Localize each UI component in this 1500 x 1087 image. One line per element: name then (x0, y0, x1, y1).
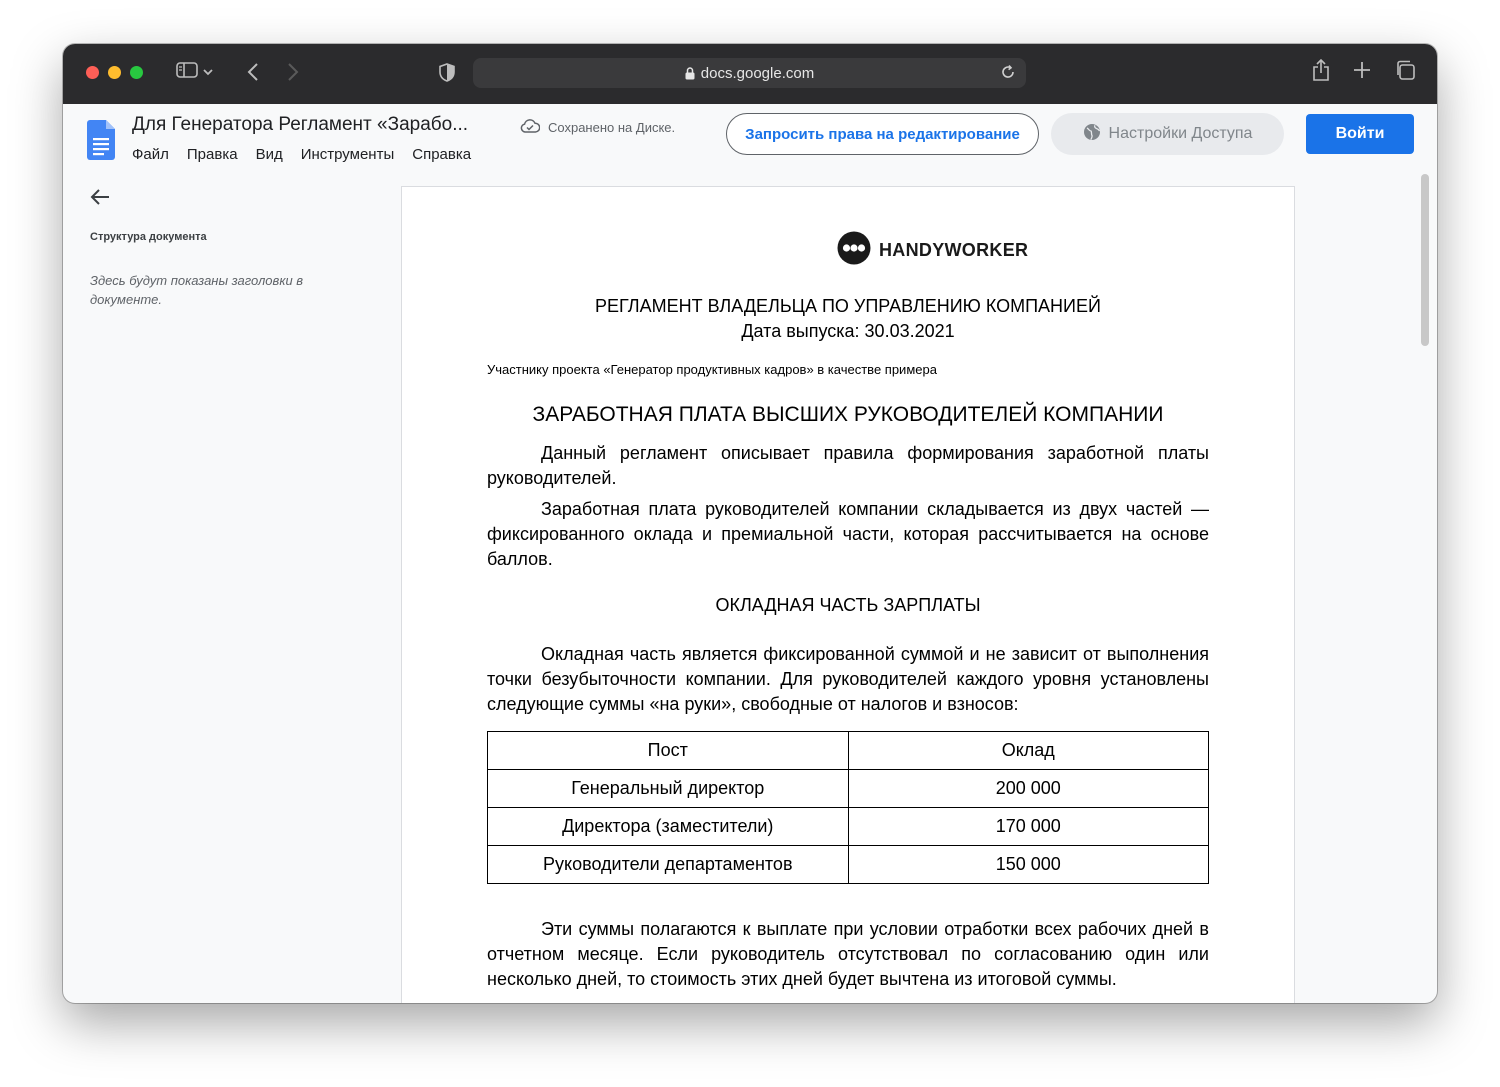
menu-file[interactable]: Файл (132, 146, 169, 163)
access-settings-label: Настройки Доступа (1108, 125, 1253, 142)
lock-icon (685, 67, 695, 80)
table-cell: 200 000 (848, 770, 1209, 808)
arrow-left-icon (90, 193, 110, 210)
outline-empty-message: Здесь будут показаны заголовки в документе. (90, 273, 304, 307)
minimize-window-button[interactable] (108, 66, 121, 79)
access-settings-button[interactable] (1051, 113, 1284, 155)
table-cell: Руководители департаментов (488, 846, 849, 884)
cloud-done-icon (520, 119, 540, 136)
document-page[interactable] (401, 186, 1295, 1003)
table-cell: 170 000 (848, 808, 1209, 846)
plus-icon (1353, 61, 1371, 84)
browser-toolbar (63, 44, 1437, 104)
close-outline-button[interactable] (90, 188, 110, 211)
outline-title: Структура документа (90, 231, 207, 243)
table-header-row (488, 732, 1209, 770)
chevron-down-icon (203, 63, 213, 81)
paragraph: Окладная часть является фиксированной суммой и не зависит от выполнения точки безубыточности компании. Для руководителей каждого уровня установлены следующие суммы «на руки», свободные от налогов и взносов: (487, 644, 1209, 714)
table-header-cell: Оклад (848, 732, 1209, 770)
sidebar-icon (176, 62, 198, 83)
close-window-button[interactable] (86, 66, 99, 79)
docs-menubar (132, 144, 471, 165)
company-logo (837, 231, 1028, 270)
save-status (520, 119, 675, 136)
tab-overview-button[interactable] (1393, 60, 1417, 84)
share-button[interactable] (1310, 60, 1332, 84)
docs-header (63, 104, 1437, 174)
release-date: Дата выпуска: 30.03.2021 (741, 321, 955, 341)
docs-logo-icon[interactable] (87, 120, 115, 165)
table-cell: 150 000 (848, 846, 1209, 884)
browser-window (63, 44, 1437, 1003)
paragraph: Заработная плата руководителей компании складывается из двух частей — фиксированного оклада и премиальной части, которая рассчитывается на основе баллов. (487, 499, 1209, 569)
menu-tools[interactable]: Инструменты (300, 146, 395, 163)
table-cell: Генеральный директор (488, 770, 849, 808)
sign-in-button[interactable]: Войти (1306, 114, 1414, 154)
paragraph: Эти суммы полагаются к выплате при условии отработки всех рабочих дней в отчетном месяце. Если руководитель отсутствовал по согласованию один или несколько дней, то стоимость этих дней будет вычтена из итоговой суммы. (487, 919, 1209, 989)
tabs-icon (1395, 60, 1415, 85)
table-cell: Директора (заместители) (488, 808, 849, 846)
section-title: ЗАРАБОТНАЯ ПЛАТА ВЫСШИХ РУКОВОДИТЕЛЕЙ КОМПАНИИ (532, 403, 1164, 426)
address-bar[interactable] (473, 58, 1026, 88)
brand-name: HANDYWORKER (879, 240, 1029, 260)
table-row (488, 808, 1209, 846)
menu-help[interactable]: Справка (412, 146, 472, 163)
back-button[interactable] (243, 60, 263, 84)
document-heading: РЕГЛАМЕНТ ВЛАДЕЛЬЦА ПО УПРАВЛЕНИЮ КОМПАНИЕЙ (595, 296, 1101, 316)
forward-button[interactable] (283, 60, 303, 84)
salary-table (487, 731, 1209, 884)
globe-icon (1083, 123, 1101, 146)
menu-view[interactable]: Вид (255, 146, 283, 163)
reload-icon[interactable] (1000, 64, 1016, 84)
menu-edit[interactable]: Правка (186, 146, 238, 163)
save-status-text: Сохранено на Диске. (548, 120, 676, 135)
handyworker-logo-icon (837, 231, 871, 270)
new-tab-button[interactable] (1351, 60, 1373, 84)
privacy-shield-icon[interactable] (436, 60, 458, 84)
sidebar-toggle-button[interactable] (171, 60, 217, 84)
paragraph: Данный регламент описывает правила формирования заработной платы руководителей. (487, 443, 1209, 488)
table-row (488, 846, 1209, 884)
subsection-title: ОКЛАДНАЯ ЧАСТЬ ЗАРПЛАТЫ (715, 595, 981, 615)
page-scrollbar[interactable] (1421, 174, 1429, 346)
zoom-window-button[interactable] (130, 66, 143, 79)
recipient-note: Участнику проекта «Генератор продуктивных кадров» в качестве примера (487, 362, 937, 377)
table-row (488, 770, 1209, 808)
share-icon (1312, 59, 1330, 86)
document-title[interactable]: Для Генератора Регламент «Зарабо... (132, 114, 469, 135)
request-edit-access-button[interactable]: Запросить права на редактирование (726, 113, 1039, 155)
table-header-cell: Пост (488, 732, 849, 770)
document-outline-panel (63, 174, 383, 1003)
url-text: docs.google.com (700, 64, 815, 82)
